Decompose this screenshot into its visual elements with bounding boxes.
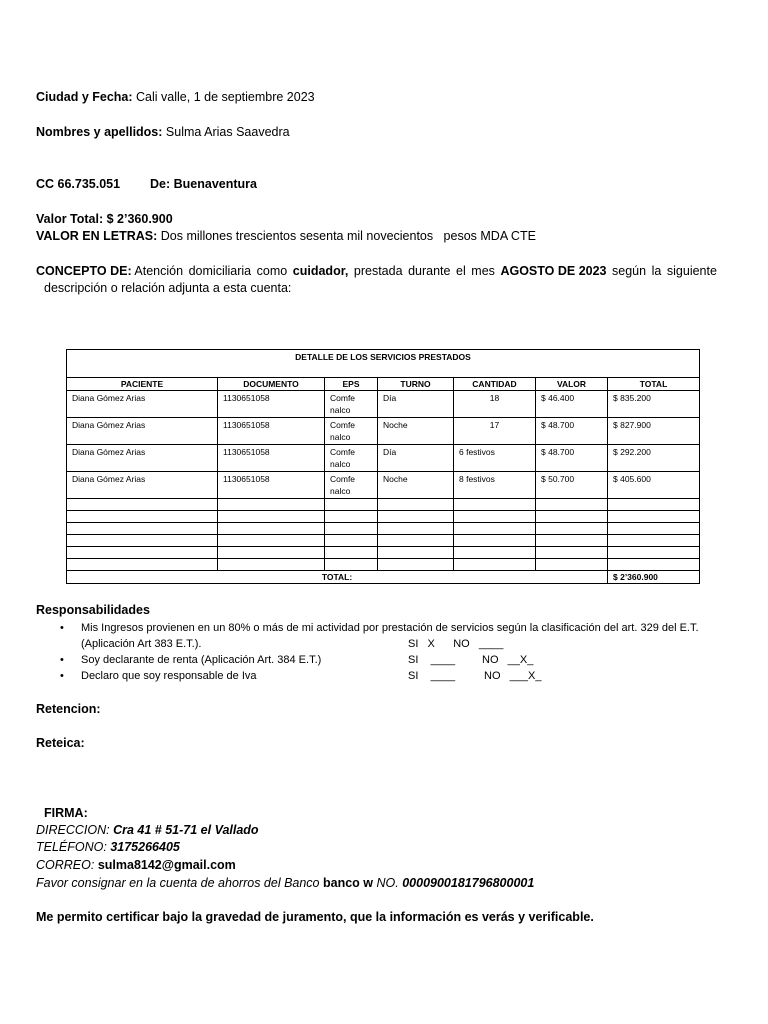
bullet-icon: •	[60, 670, 64, 682]
cell-total: $ 292.200	[608, 445, 700, 472]
name-value: Sulma Arias Saavedra	[165, 125, 290, 139]
letters-value: Dos millones trescientos sesenta mil novecientos pesos MDA CTE	[160, 229, 536, 243]
cell-paciente: Diana Gómez Arias	[67, 472, 218, 499]
item1-text: Mis Ingresos provienen en un 80% o más de mi actividad por prestación de servicios según la clasificación del art. 329 del E.T.	[81, 622, 699, 634]
empty-table-row	[67, 523, 700, 535]
cell-documento: 1130651058	[218, 472, 325, 499]
item3-no: NO ___X_	[484, 670, 542, 682]
cell-turno: Día	[378, 391, 454, 418]
city-date-line	[36, 89, 315, 105]
name-line	[36, 124, 290, 140]
concept-word: durante	[408, 264, 451, 278]
column-header: CANTIDAD	[454, 378, 536, 391]
responsabilidades-title: Responsabilidades	[36, 603, 150, 617]
column-header: TURNO	[378, 378, 454, 391]
concept-word: prestada	[353, 264, 403, 278]
cell-total: $ 405.600	[608, 472, 700, 499]
correo-label: CORREO:	[36, 858, 95, 872]
concept-paragraph	[36, 263, 717, 297]
item2-text: Soy declarante de renta (Aplicación Art. 384 E.T.)	[81, 654, 322, 666]
cell-documento: 1130651058	[218, 445, 325, 472]
correo-line	[36, 857, 236, 873]
column-header: EPS	[325, 378, 378, 391]
table-title: DETALLE DE LOS SERVICIOS PRESTADOS	[67, 350, 700, 378]
total-value: $ 2’360.900	[106, 212, 173, 226]
table-row	[67, 391, 700, 418]
concept-role: cuidador,	[292, 264, 349, 278]
total-value-line	[36, 211, 173, 227]
cell-turno: Noche	[378, 472, 454, 499]
direccion-label: DIRECCION:	[36, 823, 110, 837]
table-total-row	[67, 571, 700, 584]
concept-period: AGOSTO DE 2023	[500, 264, 607, 278]
telefono-value: 3175266405	[110, 840, 180, 854]
city-date-value: Cali valle, 1 de septiembre 2023	[136, 90, 315, 104]
item3-si: SI ____	[408, 670, 456, 682]
item1-answer: SI X NO ____	[408, 638, 504, 650]
letters-label: VALOR EN LETRAS:	[36, 229, 158, 243]
concept-word: la	[651, 264, 662, 278]
cell-turno: Día	[378, 445, 454, 472]
empty-table-row	[67, 559, 700, 571]
table-row	[67, 472, 700, 499]
table-total-value: $ 2’360.900	[608, 571, 700, 584]
telefono-label: TELÉFONO:	[36, 840, 107, 854]
column-header: TOTAL	[608, 378, 700, 391]
reteica-label: Reteica:	[36, 736, 85, 750]
list-item	[56, 620, 699, 636]
cell-total: $ 827.900	[608, 418, 700, 445]
item2-si: SI ____	[408, 654, 456, 666]
cell-paciente: Diana Gómez Arias	[67, 391, 218, 418]
list-item	[56, 668, 699, 684]
item1-text-2: (Aplicación Art 383 E.T.).	[81, 638, 202, 650]
cell-documento: 1130651058	[218, 418, 325, 445]
total-label: Valor Total:	[36, 212, 104, 226]
table-title-row	[67, 350, 700, 378]
concept-word: siguiente	[666, 264, 717, 278]
cell-valor: $ 48.700	[536, 418, 608, 445]
cell-valor: $ 50.700	[536, 472, 608, 499]
concept-word: Atención	[134, 264, 184, 278]
cell-eps: Comfe nalco	[325, 472, 378, 499]
table-row	[67, 445, 700, 472]
cell-cantidad: 18	[454, 391, 536, 418]
bank-line	[36, 875, 534, 891]
empty-table-row	[67, 499, 700, 511]
concept-word: según	[612, 264, 647, 278]
concept-word: como	[256, 264, 288, 278]
list-item-continuation	[56, 636, 699, 652]
table-header-row	[67, 378, 700, 391]
concept-label: CONCEPTO DE:	[36, 264, 132, 278]
from-label: De: Buenaventura	[150, 177, 257, 191]
bank-account-number: 0000900181796800001	[402, 876, 535, 890]
cell-eps: Comfe nalco	[325, 445, 378, 472]
correo-value: sulma8142@gmail.com	[97, 858, 236, 872]
cell-cantidad: 8 festivos	[454, 472, 536, 499]
city-date-label: Ciudad y Fecha:	[36, 90, 133, 104]
bank-name: banco w	[323, 876, 374, 890]
empty-table-row	[67, 511, 700, 523]
direccion-value: Cra 41 # 51-71 el Vallado	[113, 823, 259, 837]
cell-documento: 1130651058	[218, 391, 325, 418]
concept-line-2: descripción o relación adjunta a esta cuenta:	[44, 281, 292, 295]
value-letters-line	[36, 228, 536, 244]
bullet-icon: •	[60, 654, 64, 666]
cell-turno: Noche	[378, 418, 454, 445]
cell-cantidad: 6 festivos	[454, 445, 536, 472]
retencion-label: Retencion:	[36, 702, 101, 716]
concept-word: domiciliaria	[188, 264, 252, 278]
cell-valor: $ 48.700	[536, 445, 608, 472]
item3-text: Declaro que soy responsable de Iva	[81, 670, 257, 682]
column-header: DOCUMENTO	[218, 378, 325, 391]
services-table	[66, 349, 700, 584]
item2-no: NO __X_	[482, 654, 534, 666]
concept-word: mes	[471, 264, 495, 278]
bank-text: Favor consignar en la cuenta de ahorros del Banco	[36, 876, 320, 890]
cc-number: CC 66.735.051	[36, 177, 121, 191]
cell-cantidad: 17	[454, 418, 536, 445]
cell-total: $ 835.200	[608, 391, 700, 418]
certification-text: Me permito certificar bajo la gravedad de juramento, que la información es verás y verificable.	[36, 910, 594, 924]
cell-eps: Comfe nalco	[325, 418, 378, 445]
bank-no-label: NO.	[376, 876, 399, 890]
list-item	[56, 652, 699, 668]
direccion-line	[36, 822, 259, 838]
cell-paciente: Diana Gómez Arias	[67, 418, 218, 445]
empty-table-row	[67, 535, 700, 547]
column-header: VALOR	[536, 378, 608, 391]
empty-table-row	[67, 547, 700, 559]
cell-eps: Comfe nalco	[325, 391, 378, 418]
column-header: PACIENTE	[67, 378, 218, 391]
bullet-icon: •	[60, 622, 64, 634]
table-row	[67, 418, 700, 445]
table-total-label: TOTAL:	[67, 571, 608, 584]
firma-label: FIRMA:	[44, 806, 88, 820]
cell-paciente: Diana Gómez Arias	[67, 445, 218, 472]
cell-valor: $ 46.400	[536, 391, 608, 418]
responsabilidades-list	[56, 620, 699, 684]
telefono-line	[36, 839, 180, 855]
concept-word: el	[456, 264, 466, 278]
name-label: Nombres y apellidos:	[36, 125, 163, 139]
